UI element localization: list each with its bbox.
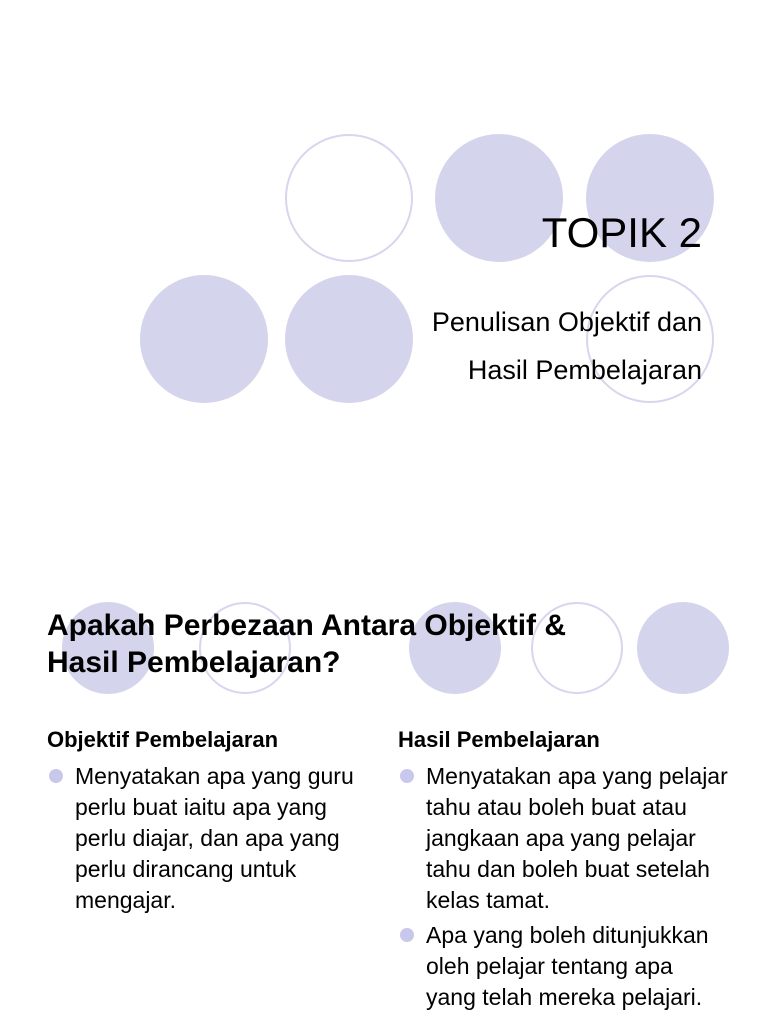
bullet-text: Menyatakan apa yang pelajar tahu atau boleh buat atau jangkaan apa yang pelajar tahu dan boleh buat setelah kelas tamat. [426,763,728,913]
content-slide [0,576,768,1024]
bullet-item [47,761,377,916]
slide-title [47,607,687,681]
title-line: Hasil Pembelajaran? [47,646,341,679]
bullet-item [398,920,728,1013]
bullet-item [398,761,728,916]
subtitle-line: Penulisan Objektif dan [431,307,702,337]
bullet-dot-icon [400,928,414,942]
decor-circle-filled [140,275,268,403]
bullet-dot-icon [400,769,414,783]
slide-title: TOPIK 2 [541,209,702,256]
title-line: Apakah Perbezaan Antara Objektif & [47,609,567,642]
column-heading: Hasil Pembelajaran [398,727,600,752]
hasil-column [398,726,728,1017]
bullet-text: Menyatakan apa yang guru perlu buat iaitu apa yang perlu diajar, dan apa yang perlu dirancang untuk mengajar. [75,763,354,913]
bullet-text: Apa yang boleh ditunjukkan oleh pelajar tentang apa yang telah mereka pelajari. [426,922,709,1010]
decor-circle-filled [285,275,413,403]
bullet-dot-icon [49,769,63,783]
objektif-column [47,726,377,920]
slide-subtitle [432,298,702,394]
subtitle-line: Hasil Pembelajaran [467,355,702,385]
column-heading: Objektif Pembelajaran [47,727,279,752]
decor-circle-outline [285,134,413,262]
